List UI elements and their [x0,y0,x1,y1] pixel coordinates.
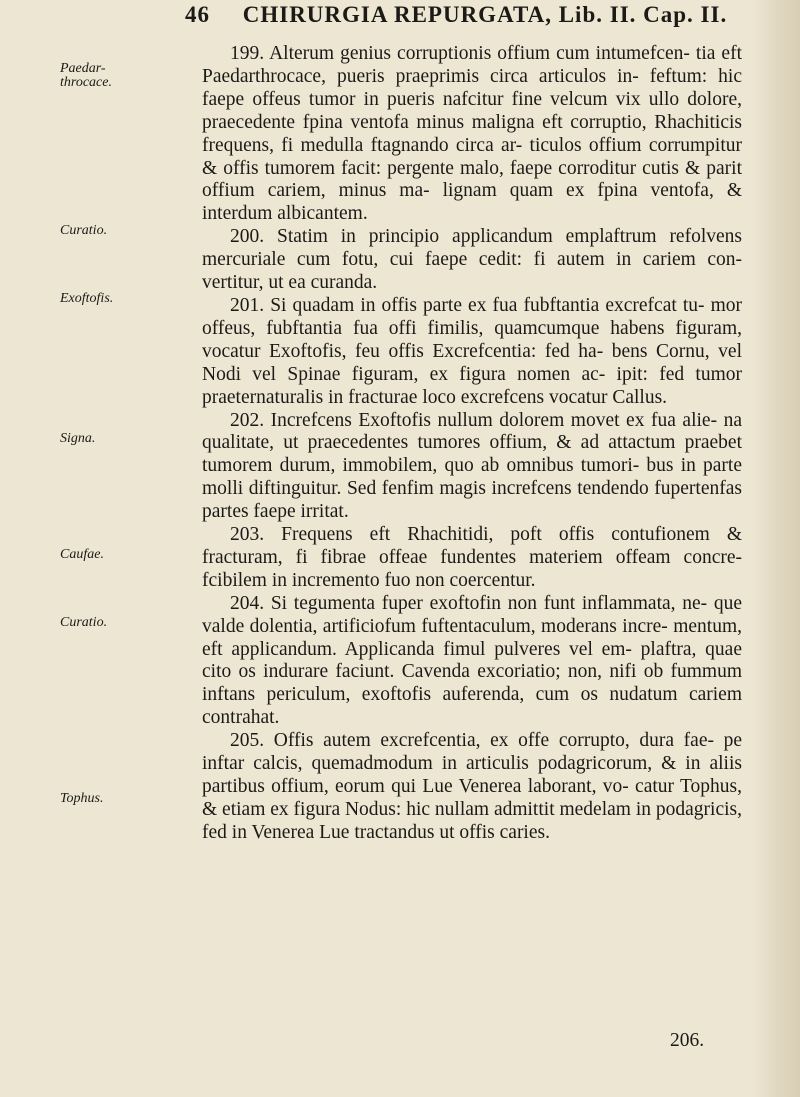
paragraph-204: 204. Si tegumenta fuper exoftofin non funt inflammata, ne- que valde dolentia, artificiofum fuftentaculum, moderans incre- mentum, eft applicandum. Applicanda fimul pulveres vel em- plaftra, quae cito os indurare faciunt. Cavenda excoriatio; non, nifi ob fummum inftans periculum, exoftofis auferenda, cum os nudatum cariem contrahat. [202,592,742,729]
margin-note-exostosis: Exoftofis. [60,291,114,306]
margin-note-tophus: Tophus. [60,791,104,806]
paragraph-202: 202. Increfcens Exoftofis nullum dolorem movet ex fua alie- na qualitate, ut praecedentes tumores offium, & ad attactum praebet tumorem durum, immobilem, quo ab omnibus tumori- bus in parte molli diftinguitur. Sed fenfim magis increfcens tendendo fupertenfas partes faepe irritat. [202,409,742,523]
paragraph-203: 203. Frequens eft Rhachitidi, poft offis contufionem & fracturam, fi fibrae offeae fundentes materiem offeam concre- fcibilem in incremento fuo non coercentur. [202,524,742,591]
margin-note-curatio-2: Curatio. [60,615,108,630]
paragraph-199: 199. Alterum genius corruptionis offium cum intumefcen- tia eft Paedarthrocace, pueris praeprimis circa articulos in- feftum: hic faepe offeus tumor in pueris nafcitur fine velcum vix ullo dolore, praecedente fpina ventofa minus maligna eft corruptio, Rhachiticis frequens, fi medulla ftagnando circa ar- ticulos offium corrumpitur & offis tumorem facit: pergente malo, faepe corroditur cutis & parit offium cariem, minus ma- lignam quam ex fpina ventofa, & interdum albicantem. [202,43,742,225]
running-title: CHIRURGIA REPURGATA, Lib. II. Cap. II. [242,2,728,27]
paragraph-201: 201. Si quadam in offis parte ex fua fubftantia excrefcat tu- mor offeus, fubftantia fua offi fimilis, quamcumque habens figuram, vocatur Exoftofis, feu offis Excrefcentia: fed ha- bens Cornu, vel Nodi vel Spinae figuram, ex figura nomen ac- ipit: fed tumor praeternaturalis in fracturae loco excrefcens vocatur Callus. [202,294,742,408]
margin-note-signa: Signa. [60,431,96,446]
margin-note-curatio-1: Curatio. [60,223,108,238]
page-header [185,2,745,38]
catchword: 206. [670,1030,705,1051]
page-number: 46 [185,2,210,27]
main-text [202,43,742,845]
paragraph-200: 200. Statim in principio applicandum emplaftrum refolvens mercuriale cum fotu, cui faepe cedit: fi autem in cariem con- vertitur, ut ea curanda. [202,226,742,294]
margin-note-causae: Caufae. [60,547,104,562]
page-edge-shadow [752,0,800,1097]
margin-note-paedarthrocace: Paedar- throcace. [60,61,112,90]
paragraph-205: 205. Offis autem excrefcentia, ex offe corrupto, dura fae- pe inftar calcis, quemadmodum in articulis podagricorum, & in aliis partibus offium, eorum qui Lue Venerea laborant, vo- catur Tophus, & etiam ex figura Nodus: hic nullam admittit medelam in podagricis, fed in Venerea Lue tractandus ut offis caries. [202,730,742,843]
